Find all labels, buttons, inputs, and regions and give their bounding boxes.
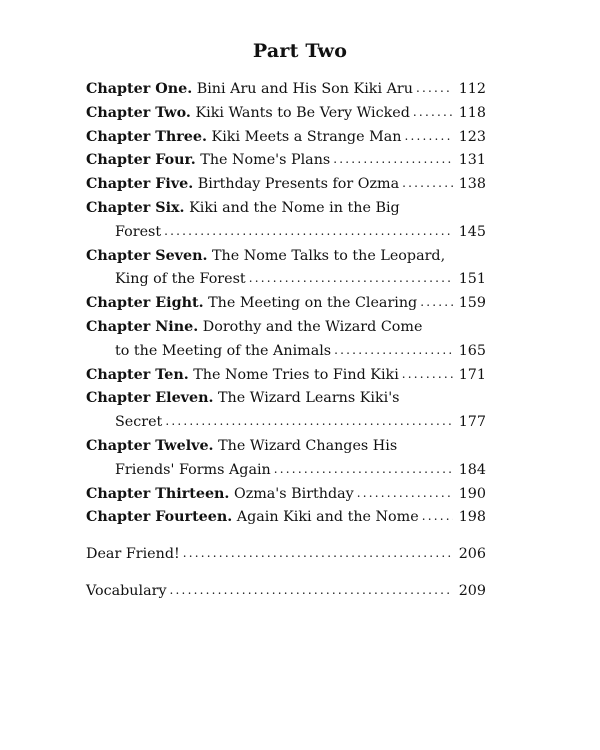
dot-leader: [357, 482, 453, 506]
chapter-title-continued: Secret: [115, 414, 163, 431]
chapter-label: Chapter Five.: [86, 176, 194, 193]
chapter-title: Kiki Meets a Strange Man: [211, 128, 402, 145]
chapter-title: The Wizard Changes His: [218, 437, 398, 454]
page-number: 159: [458, 295, 486, 312]
toc-entry-vocabulary: [86, 580, 486, 604]
chapter-title: Kiki and the Nome in the Big: [189, 199, 400, 216]
chapter-title: Again Kiki and the Nome: [236, 509, 419, 526]
chapter-title-continued: Friends' Forms Again: [115, 461, 271, 478]
chapter-title: Dorothy and the Wizard Come: [202, 318, 423, 335]
toc-entry-chapter-four: [86, 149, 486, 173]
page-number: 209: [458, 582, 486, 599]
chapter-label: Chapter Thirteen.: [86, 485, 230, 502]
chapter-title: Bini Aru and His Son Kiki Aru: [196, 81, 413, 97]
toc-entry-chapter-five: [86, 173, 486, 197]
page-number: 177: [458, 414, 486, 431]
toc-entry-chapter-twelve: [86, 435, 486, 459]
toc-entry-chapter-six-continued: [86, 221, 486, 245]
toc-entry-chapter-eight: [86, 292, 486, 316]
toc-entry-chapter-three: [86, 126, 486, 150]
toc-entry-chapter-nine-continued: [86, 340, 486, 364]
chapter-title: Ozma's Birthday: [233, 485, 354, 502]
entry-title: Dear Friend!: [86, 546, 180, 563]
chapter-label: Chapter Two.: [86, 104, 191, 121]
chapter-label: Chapter Eight.: [86, 295, 204, 312]
chapter-title-continued: Forest: [115, 223, 162, 240]
toc-entry-chapter-ten: [86, 364, 486, 388]
page-number: 171: [458, 366, 486, 383]
dot-leader: [183, 542, 453, 566]
toc-entry-chapter-twelve-continued: [86, 459, 486, 483]
chapter-title-continued: to the Meeting of the Animals: [115, 342, 332, 359]
dot-leader: [249, 267, 453, 291]
page-number: 145: [458, 223, 486, 240]
dot-leader: [333, 148, 453, 172]
dot-leader: [170, 579, 453, 603]
page-number: 184: [458, 461, 486, 478]
dot-leader: [422, 505, 453, 529]
entry-title: Vocabulary: [86, 582, 167, 599]
chapter-label: Chapter Twelve.: [86, 437, 214, 454]
dot-leader: [402, 363, 453, 387]
dot-leader: [404, 125, 453, 149]
dot-leader: [420, 291, 453, 315]
page-number: 206: [458, 546, 486, 563]
toc-entry-chapter-eleven: [86, 387, 486, 411]
page-title: Part Two: [252, 40, 348, 62]
chapter-label: Chapter Eleven.: [86, 390, 214, 407]
page-number: 138: [458, 176, 486, 193]
chapter-title: The Meeting on the Clearing: [208, 295, 418, 312]
toc-entry-chapter-fourteen: [86, 506, 486, 530]
chapter-title-continued: King of the Forest: [115, 271, 246, 288]
chapter-title: Kiki Wants to Be Very Wicked: [195, 104, 410, 121]
page-number: 112: [458, 81, 486, 97]
page-number: 198: [458, 509, 486, 526]
chapter-title: The Nome Tries to Find Kiki: [193, 366, 399, 383]
chapter-label: Chapter Nine.: [86, 318, 199, 335]
dot-leader: [402, 172, 453, 196]
page-number: 151: [458, 271, 486, 288]
dot-leader: [413, 101, 453, 125]
chapter-title: The Nome's Plans: [200, 152, 331, 169]
chapter-label: Chapter Seven.: [86, 247, 208, 264]
page-number: 131: [458, 152, 486, 169]
page-number: 118: [458, 104, 486, 121]
chapter-label: Chapter Ten.: [86, 366, 189, 383]
dot-leader: [334, 339, 453, 363]
dot-leader: [164, 220, 453, 244]
toc-entry-chapter-eleven-continued: [86, 411, 486, 435]
chapter-title: The Wizard Learns Kiki's: [218, 390, 400, 407]
chapter-label: Chapter Four.: [86, 152, 196, 169]
toc-entry-chapter-seven-continued: [86, 268, 486, 292]
toc-entry-chapter-thirteen: [86, 483, 486, 507]
page-number: 123: [458, 128, 486, 145]
table-of-contents: [86, 78, 486, 604]
toc-entry-dear-friend: [86, 543, 486, 567]
chapter-label: Chapter Three.: [86, 128, 207, 145]
page-number: 165: [458, 342, 486, 359]
chapter-title: Birthday Presents for Ozma: [197, 176, 400, 193]
chapter-label: Chapter One.: [86, 81, 193, 97]
chapter-label: Chapter Fourteen.: [86, 509, 233, 526]
toc-entry-chapter-one: [86, 78, 486, 102]
toc-entry-chapter-seven: [86, 245, 486, 269]
toc-entry-chapter-nine: [86, 316, 486, 340]
toc-entry-chapter-two: [86, 102, 486, 126]
dot-leader: [165, 410, 453, 434]
chapter-title: The Nome Talks to the Leopard,: [212, 247, 446, 264]
chapter-label: Chapter Six.: [86, 199, 185, 216]
dot-leader: [274, 458, 453, 482]
toc-entry-chapter-six: [86, 197, 486, 221]
dot-leader: [416, 77, 453, 101]
page-number: 190: [458, 485, 486, 502]
